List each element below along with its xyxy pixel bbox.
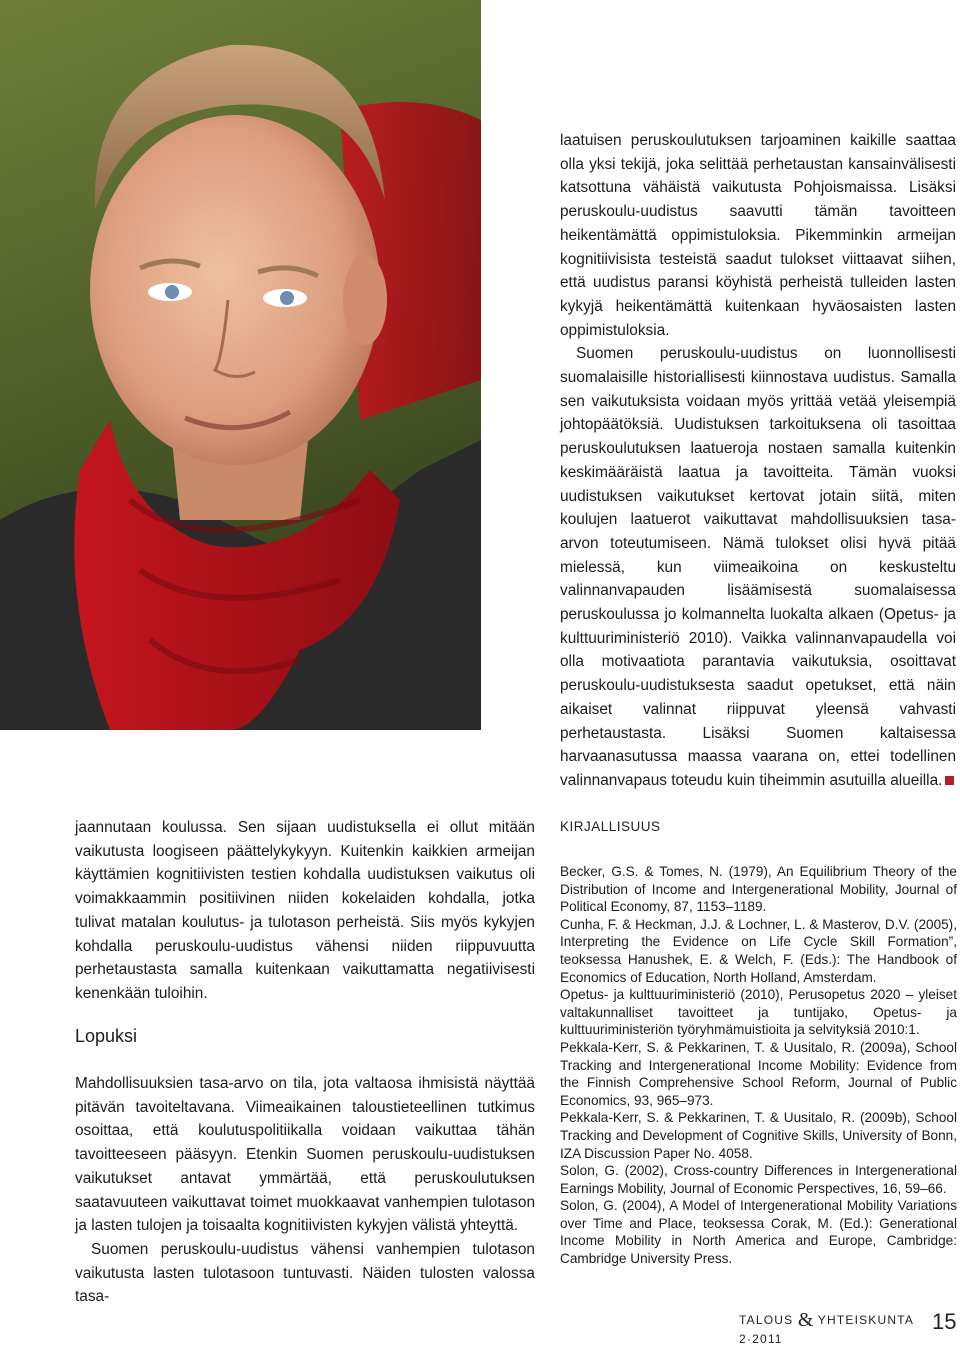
end-of-article-mark-icon [945,776,954,785]
references-list [560,863,957,1268]
publication-name-right: YHTEISKUNTA 2·2011 [739,1313,914,1346]
paragraph: Suomen peruskoulu-uudistus vähensi vanhempien tulotason vaikutusta lasten tulotasoon tuntuvasti. Näiden tulosten valossa tasa- [75,1240,535,1306]
paragraph: Mahdollisuuksien tasa-arvo on tila, jota valtaosa ihmisistä näyttää pitävän tavoiteltavana. Viimeaikainen taloustieteellinen tutkimus osoittaa, että koulutuspolitiikalla voidaan vaikuttaa tähän tavoitteeseen pääsyyn. Etenkin Suomen peruskoulu-uudistuksen vaikutukset antavat ymmärtää, että peruskoulutuksen saatavuuteen vaikuttavat toimet muokkaavat vanhempien tulotason ja lasten tulojen ja toisaalta kognitiivisten kykyjen välistä yhteyttä. [75,1075,535,1235]
reference-item: Pekkala-Kerr, S. & Pekkarinen, T. & Uusitalo, R. (2009b), School Tracking and Development of Cognitive Skills, University of Bonn, IZA Discussion Paper No. 4058. [560,1110,957,1161]
reference-item: Solon, G. (2004), A Model of Intergenerational Mobility Variations over Time and Place, teoksessa Corak, M. (Ed.): Generational Income Mobility in North America and Europe, Cambridge: Cambridge University Press. [560,1198,957,1267]
reference-item: Solon, G. (2002), Cross-country Differences in Intergenerational Earnings Mobility, Journal of Economic Perspectives, 16, 59–66. [560,1163,957,1196]
reference-item: Cunha, F. & Heckman, J.J. & Lochner, L. & Masterov, D.V. (2005), Interpreting the Evidence on Life Cycle Skill Formation”, teoksessa Hanushek, E. & Welch, F. (Eds.): The Handbook of Economics of Education, North Holland, Amsterdam. [560,916,957,985]
portrait-illustration [0,0,481,730]
reference-item: Opetus- ja kulttuuriministeriö (2010), Perusopetus 2020 – yleiset valtakunnalliset tavoitteet ja tuntijako, Opetus- ja kulttuuriministeriön työryhmämuistioita ja selvityksiä 2010:1. [560,987,957,1038]
ampersand: & [797,1309,814,1331]
publication-name-left: TALOUS [739,1313,794,1327]
page-number: 15 [932,1309,957,1334]
paragraph: jaannutaan koulussa. Sen sijaan uudistuksella ei ollut mitään vaikutusta loogiseen päättelykykyyn. Kuitenkin kaikkien armeijan käyttämien kognitiivisten testien kohdalla uudistuksen vaikutus oli voimakkaammin positiivinen niiden kokelaiden kohdalla, jotka tulivat matalan koulutus- ja tulotason perheistä. Siis myös kykyjen kohdalla peruskoulu-uudistus vähensi niiden riippuvuutta perhetaustasta samalla kuitenkaan vaikuttamatta negatiivisesti kenenkään tuloihin. [75,819,535,1002]
section-heading: Lopuksi [75,1026,138,1046]
paragraph [560,342,956,792]
article-column-lower-left [75,816,535,1006]
closing-section [75,1072,535,1309]
reference-item: Pekkala-Kerr, S. & Pekkarinen, T. & Uusitalo, R. (2009a), School Tracking and Intergenerational Income Mobility: Evidence from the Finnish Comprehensive School Reform, Journal of Public Economics, 93, 965–973. [560,1039,957,1108]
author-portrait-photo [0,0,481,730]
references-title: KIRJALLISUUS [560,819,661,834]
publication-footer [739,1309,960,1346]
paragraph: laatuisen peruskoulutuksen tarjoaminen kaikille saattaa olla yksi tekijä, joka selittää perhetaustan kansainvälisesti katsottuna vähäistä vaikutusta Pohjoismaissa. Lisäksi peruskoulu-uudistus saavutti tämän tavoitteen heikentämättä oppimistuloksia. Pikemminkin armeijan kognitiivisista testeistä saadut tulokset viittaavat siihen, että uudistus paransi köyhistä perheistä tulleiden lasten kykyjä heikentämättä kuitenkaan hyväosaisten lasten oppimistuloksia. [560,132,956,339]
article-column-upper-right [560,129,956,793]
paragraph-text: Suomen peruskoulu-uudistus on luonnollisesti suomalaisille historiallisesti kiinnostava uudistus. Samalla sen vaikutuksista voidaan myös yrittää vetää yleisempiä johtopäätöksiä. Uudistuksen tarkoituksena oli tasoittaa peruskoulutuksen laatueroja nostaen samalla kuitenkin keskimääräistä laatua ja tavoitteita. Tämän vuoksi uudistuksen vaikutukset kertovat jotain siitä, miten koulujen laatuerot vaikuttavat mahdollisuuksien tasa-arvon toteutumiseen. Nämä tulokset olisi hyvä pitää mielessä, kun viimeaikoina on keskusteltu valinnanvapauden lisäämisestä suomalaisessa peruskoulussa jo kolmannelta luokalta alkaen (Opetus- ja kulttuuriministeriö 2010). Vaikka valinnanvapaudella voi olla motivaatiota parantavia vaikutuksia, osoittavat peruskoulu-uudistuksesta saadut opetukset, että näin aikaiset valinnat riippuvat yleensä vahvasti perhetaustasta. Lisäksi Suomen kaltaisessa harvaanasutussa maassa vaarana on, ettei todellinen valinnanvapaus toteudu kuin tiheimmin asutuilla alueilla. [560,345,956,789]
reference-item: Becker, G.S. & Tomes, N. (1979), An Equilibrium Theory of the Distribution of Income and Intergenerational Mobility, Journal of Political Economy, 87, 1153–1189. [560,864,957,915]
